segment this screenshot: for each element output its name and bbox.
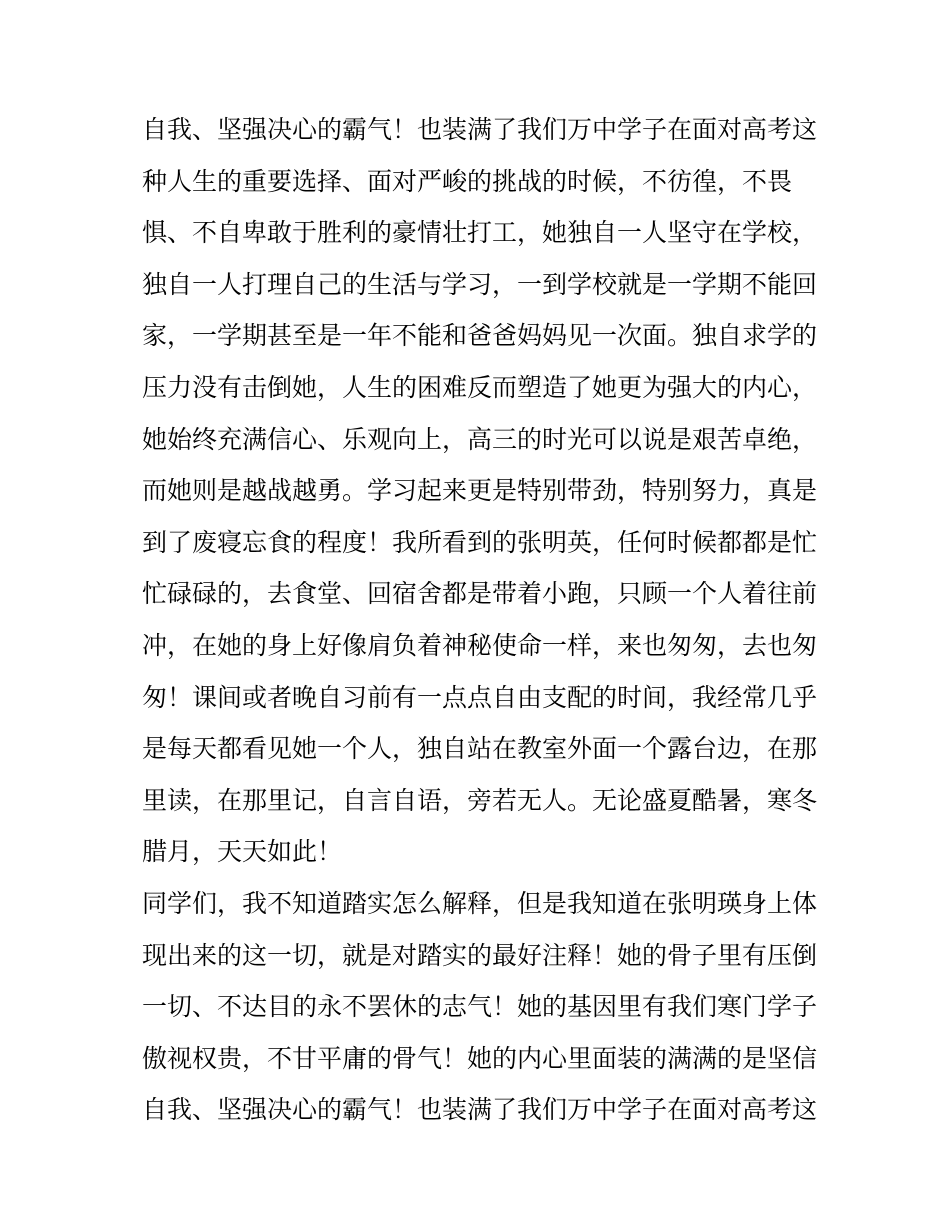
- text-line: 压力没有击倒她，人生的困难反而塑造了她更为强大的内心，: [142, 372, 818, 402]
- text-line: 自我、坚强决心的霸气！也装满了我们万中学子在面对高考这: [142, 115, 818, 144]
- text-line: 自我、坚强决心的霸气！也装满了我们万中学子在面对高考这: [142, 1095, 818, 1125]
- text-line: 她始终充满信心、乐观向上，高三的时光可以说是艰苦卓绝，: [142, 424, 818, 454]
- text-line: 里读，在那里记，自言自语，旁若无人。无论盛夏酷暑，寒冬: [142, 785, 818, 815]
- text-line: 忙碌碌的，去食堂、回宿舍都是带着小跑，只顾一个人着往前: [142, 579, 818, 609]
- text-line: 而她则是越战越勇。学习起来更是特别带劲，特别努力，真是: [142, 476, 818, 506]
- body-text: [142, 110, 822, 1142]
- text-line: 腊月，天天如此！: [142, 837, 343, 867]
- text-line: 是每天都看见她一个人，独自站在教室外面一个露台边，在那: [142, 734, 818, 764]
- text-line: 傲视权贵，不甘平庸的骨气！她的内心里面装的满满的是坚信: [142, 1043, 818, 1073]
- text-line: 匆！课间或者晚自习前有一点点自由支配的时间，我经常几乎: [142, 682, 818, 712]
- text-line: 惧、不自卑敢于胜利的豪情壮打工，她独自一人坚守在学校，: [142, 218, 818, 248]
- text-line: 种人生的重要选择、面对严峻的挑战的时候，不彷徨，不畏: [142, 166, 793, 196]
- text-line: 同学们，我不知道踏实怎么解释，但是我知道在张明瑛身上体: [142, 888, 818, 918]
- text-line: 冲，在她的身上好像肩负着神秘使命一样，来也匆匆，去也匆: [142, 630, 818, 660]
- text-line: 现出来的这一切，就是对踏实的最好注释！她的骨子里有压倒: [142, 940, 818, 970]
- text-line: 家，一学期甚至是一年不能和爸爸妈妈见一次面。独自求学的: [142, 321, 818, 351]
- text-line: 一切、不达目的永不罢休的志气！她的基因里有我们寒门学子: [142, 992, 818, 1022]
- text-line: 独自一人打理自己的生活与学习，一到学校就是一学期不能回: [142, 269, 818, 299]
- text-line: 到了废寝忘食的程度！我所看到的张明英，任何时候都都是忙: [142, 527, 818, 557]
